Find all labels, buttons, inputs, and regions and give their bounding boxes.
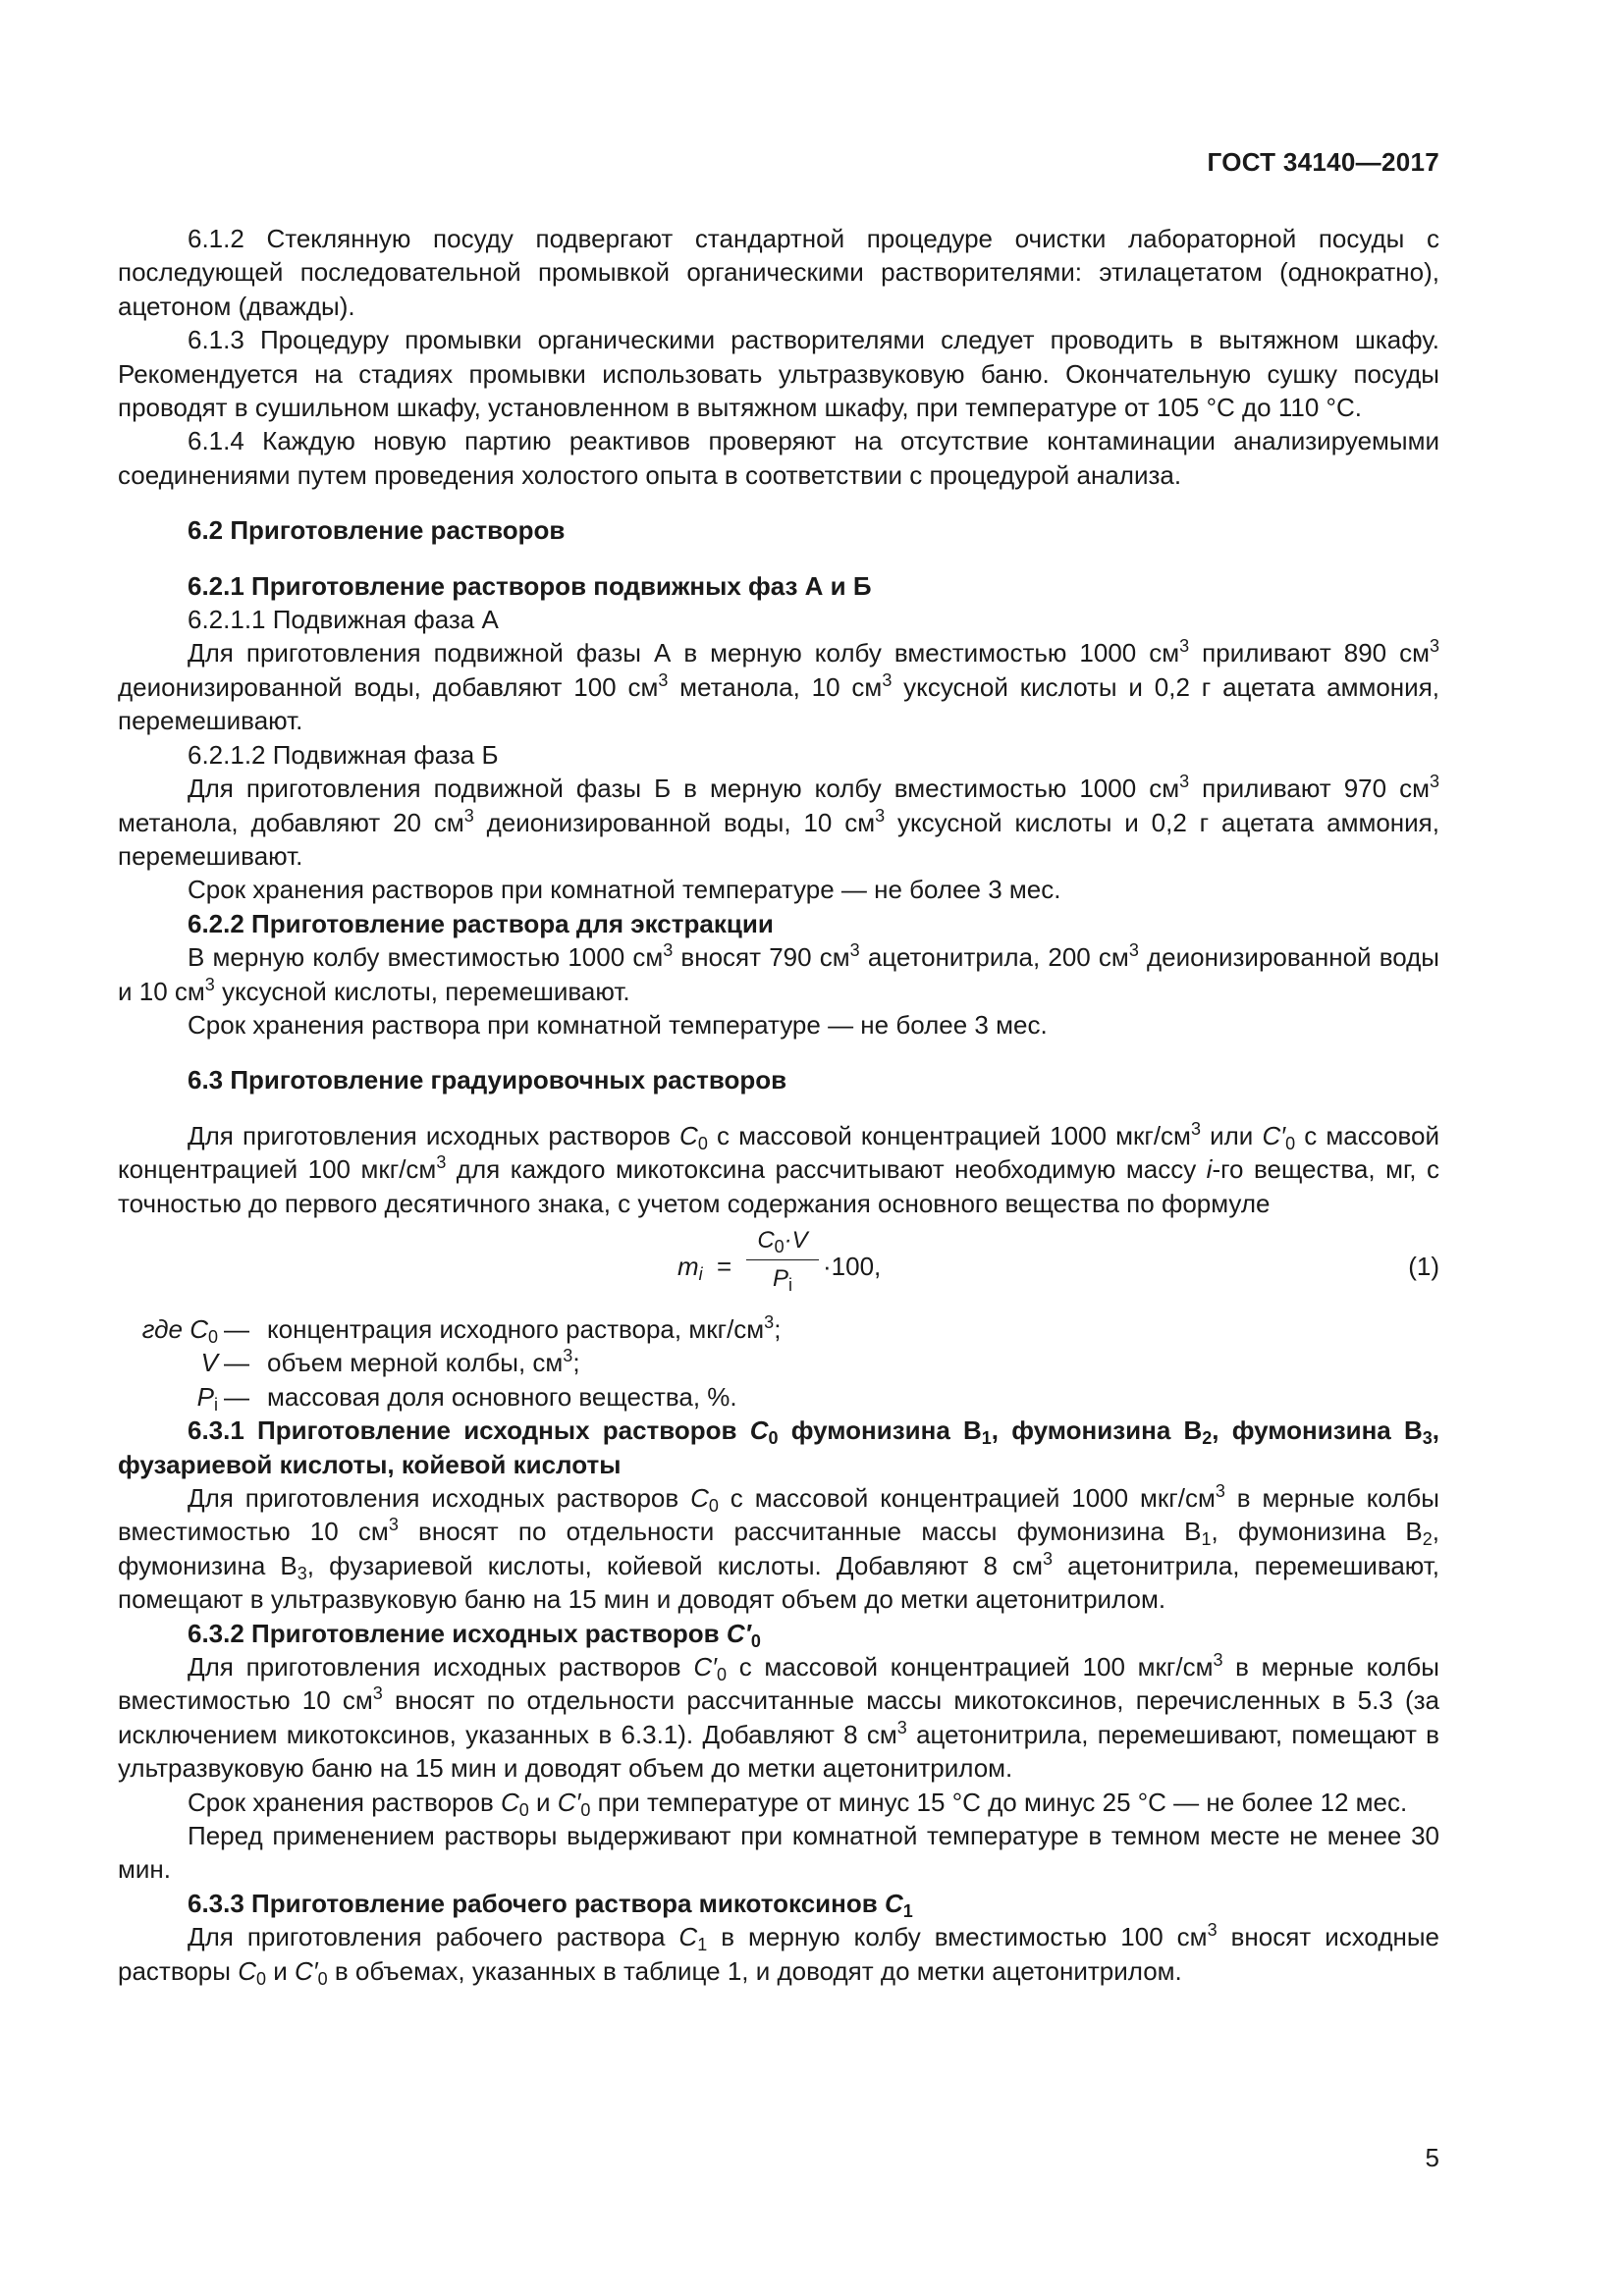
legend-symbol: V (200, 1348, 218, 1378)
heading-6-3-1: 6.3.1 Приготовление исходных растворов $C_0$ фумонизина $B_1$, фумонизина $B_2$, фумонизина $B_3$, фузариевой кислоты, койевой кислоты (118, 1415, 1439, 1479)
subclause-6-2-1-1: 6.2.1.1 Подвижная фаза А (188, 605, 499, 635)
storage-stock-solutions: Срок хранения растворов $C_0$ и $C'_0$ при температуре от минус 15 °С до минус 25 °С — не более 12 мес. (188, 1787, 1408, 1820)
heading-6-2: 6.2 Приготовление растворов (188, 515, 566, 546)
legend-description: массовая доля основного вещества, %. (267, 1381, 737, 1412)
extraction-solution-text: В мерную колбу вместимостью 1000 $см^3$ вносят 790 $см^3$ ацетонитрила, 200 $см^3$ деионизированной воды и 10 $см^3$ уксусной кислоты, перемешивают. (118, 940, 1439, 1006)
heading-6-2-2: 6.2.2 Приготовление раствора для экстракции (188, 908, 774, 938)
formula-denominator: $P_i$ (772, 1265, 792, 1296)
calibration-intro-text: Для приготовления исходных растворов $C_0$ с массовой концентрацией 1000 мкг/$см^3$ или $C'_0$ с массовой концентрацией 100 мкг/$см^3$ для каждого микотоксина рассчитывают необходимую массу i-го вещества, мг, с точностью до первого десятичного знака, с учетом содержания основного вещества по формуле (118, 1118, 1439, 1218)
storage-mobile-phases: Срок хранения растворов при комнатной температуре — не более 3 мес. (188, 875, 1061, 905)
clause-6-1-4: 6.1.4 Каждую новую партию реактивов проверяют на отсутствие контаминации анализируемыми соединениями путем проведения холостого опыта в соответствии с процедурой анализа. (118, 426, 1439, 490)
working-solution-text: Для приготовления рабочего раствора $C_1$ в мерную колбу вместимостью 100 $см^3$ вносят исходные растворы $C_0$ и $C'_0$ в объемах, указанных в таблице 1, и доводят до метки ацетонитрилом. (118, 1920, 1439, 1989)
formula-multiplier: ·100, (823, 1251, 882, 1281)
legend-dash: — (224, 1381, 249, 1412)
page-number: 5 (1425, 2143, 1439, 2172)
clause-6-1-2: 6.1.2 Стеклянную посуду подвергают стандартной процедуре очистки лабораторной посуды с последующей последовательной промывкой органическими растворителями: этилацетатом (однократно), ацетоном (дважды). (118, 224, 1439, 321)
formula-equals: = (717, 1251, 732, 1281)
before-use-text: Перед применением растворы выдерживают при комнатной температуре в темном месте не менее 30 мин. (118, 1821, 1439, 1885)
subclause-6-2-1-2: 6.2.1.2 Подвижная фаза Б (188, 739, 499, 770)
legend-symbol: где $C_0$ (141, 1313, 218, 1347)
heading-6-3-3: 6.3.3 Приготовление рабочего раствора микотоксинов $C_1$ (188, 1888, 913, 1921)
legend-symbol: $P_i$ (196, 1381, 218, 1415)
clause-6-1-3: 6.1.3 Процедуру промывки органическими растворителями следует проводить в вытяжном шкафу. Рекомендуется на стадиях промывки использовать ультразвуковую баню. Окончательную сушку посуды проводят в сушильном шкафу, установленном в вытяжном шкафу, при температуре от 105 °С до 110 °С. (118, 325, 1439, 423)
legend-description: объем мерной колбы, $см^3$; (267, 1346, 580, 1378)
formula-numerator: $C_0\cdot V$ (746, 1224, 819, 1260)
legend-dash: — (224, 1313, 249, 1344)
legend-dash: — (224, 1348, 249, 1378)
formula-number: (1) (1408, 1251, 1439, 1281)
formula-1 (118, 1224, 1439, 1307)
formula-lhs: $m_i$ (677, 1251, 703, 1284)
formula-fraction (746, 1224, 819, 1297)
document-body (118, 222, 1439, 1988)
mobile-phase-a-text: Для приготовления подвижной фазы А в мерную колбу вместимостью 1000 $см^3$ приливают 890 $см^3$ деионизированной воды, добавляют 100 $см^3$ метанола, 10 $см^3$ уксусной кислоты и 0,2 г ацетата аммония, перемешивают. (118, 636, 1440, 736)
standard-header: ГОСТ 34140—2017 (1207, 147, 1439, 177)
legend-description: концентрация исходного раствора, мкг/$см^3$; (267, 1311, 782, 1344)
mobile-phase-b-text: Для приготовления подвижной фазы Б в мерную колбу вместимостью 1000 $см^3$ приливают 970 $см^3$ метанола, добавляют 20 $см^3$ деионизированной воды, 10 $см^3$ уксусной кислоты и 0,2 г ацетата аммония, перемешивают. (118, 772, 1440, 871)
heading-6-3-2: 6.3.2 Приготовление исходных растворов $C'_0$ (188, 1618, 761, 1651)
storage-extraction: Срок хранения раствора при комнатной температуре — не более 3 мес. (188, 1009, 1048, 1040)
heading-6-3: 6.3 Приготовление градуировочных растворов (188, 1065, 787, 1095)
heading-6-2-1: 6.2.1 Приготовление растворов подвижных фаз А и Б (188, 570, 872, 601)
stock-c0-prime-text: Для приготовления исходных растворов $C'_0$ с массовой концентрацией 100 мкг/$см^3$ в мерные колбы вместимостью 10 $см^3$ вносят по отдельности рассчитанные массы микотоксинов, перечисленных в 5.3 (за исключением микотоксинов, указанных в 6.3.1). Добавляют 8 $см^3$ ацетонитрила, перемешивают, помещают в ультразвуковую баню на 15 мин и доводят объем до метки ацетонитрилом. (118, 1650, 1439, 1784)
stock-c0-text: Для приготовления исходных растворов $C_0$ с массовой концентрацией 1000 мкг/$см^3$ в мерные колбы вместимостью 10 $см^3$ вносят по отдельности рассчитанные массы фумонизина $B_1$, фумонизина $B_2$, фумонизина $B_3$, фузариевой кислоты, койевой кислоты. Добавляют 8 $см^3$ ацетонитрила, перемешивают, помещают в ультразвуковую баню на 15 мин и доводят объем до метки ацетонитрилом. (118, 1481, 1439, 1615)
formula-legend (118, 1312, 1439, 1414)
